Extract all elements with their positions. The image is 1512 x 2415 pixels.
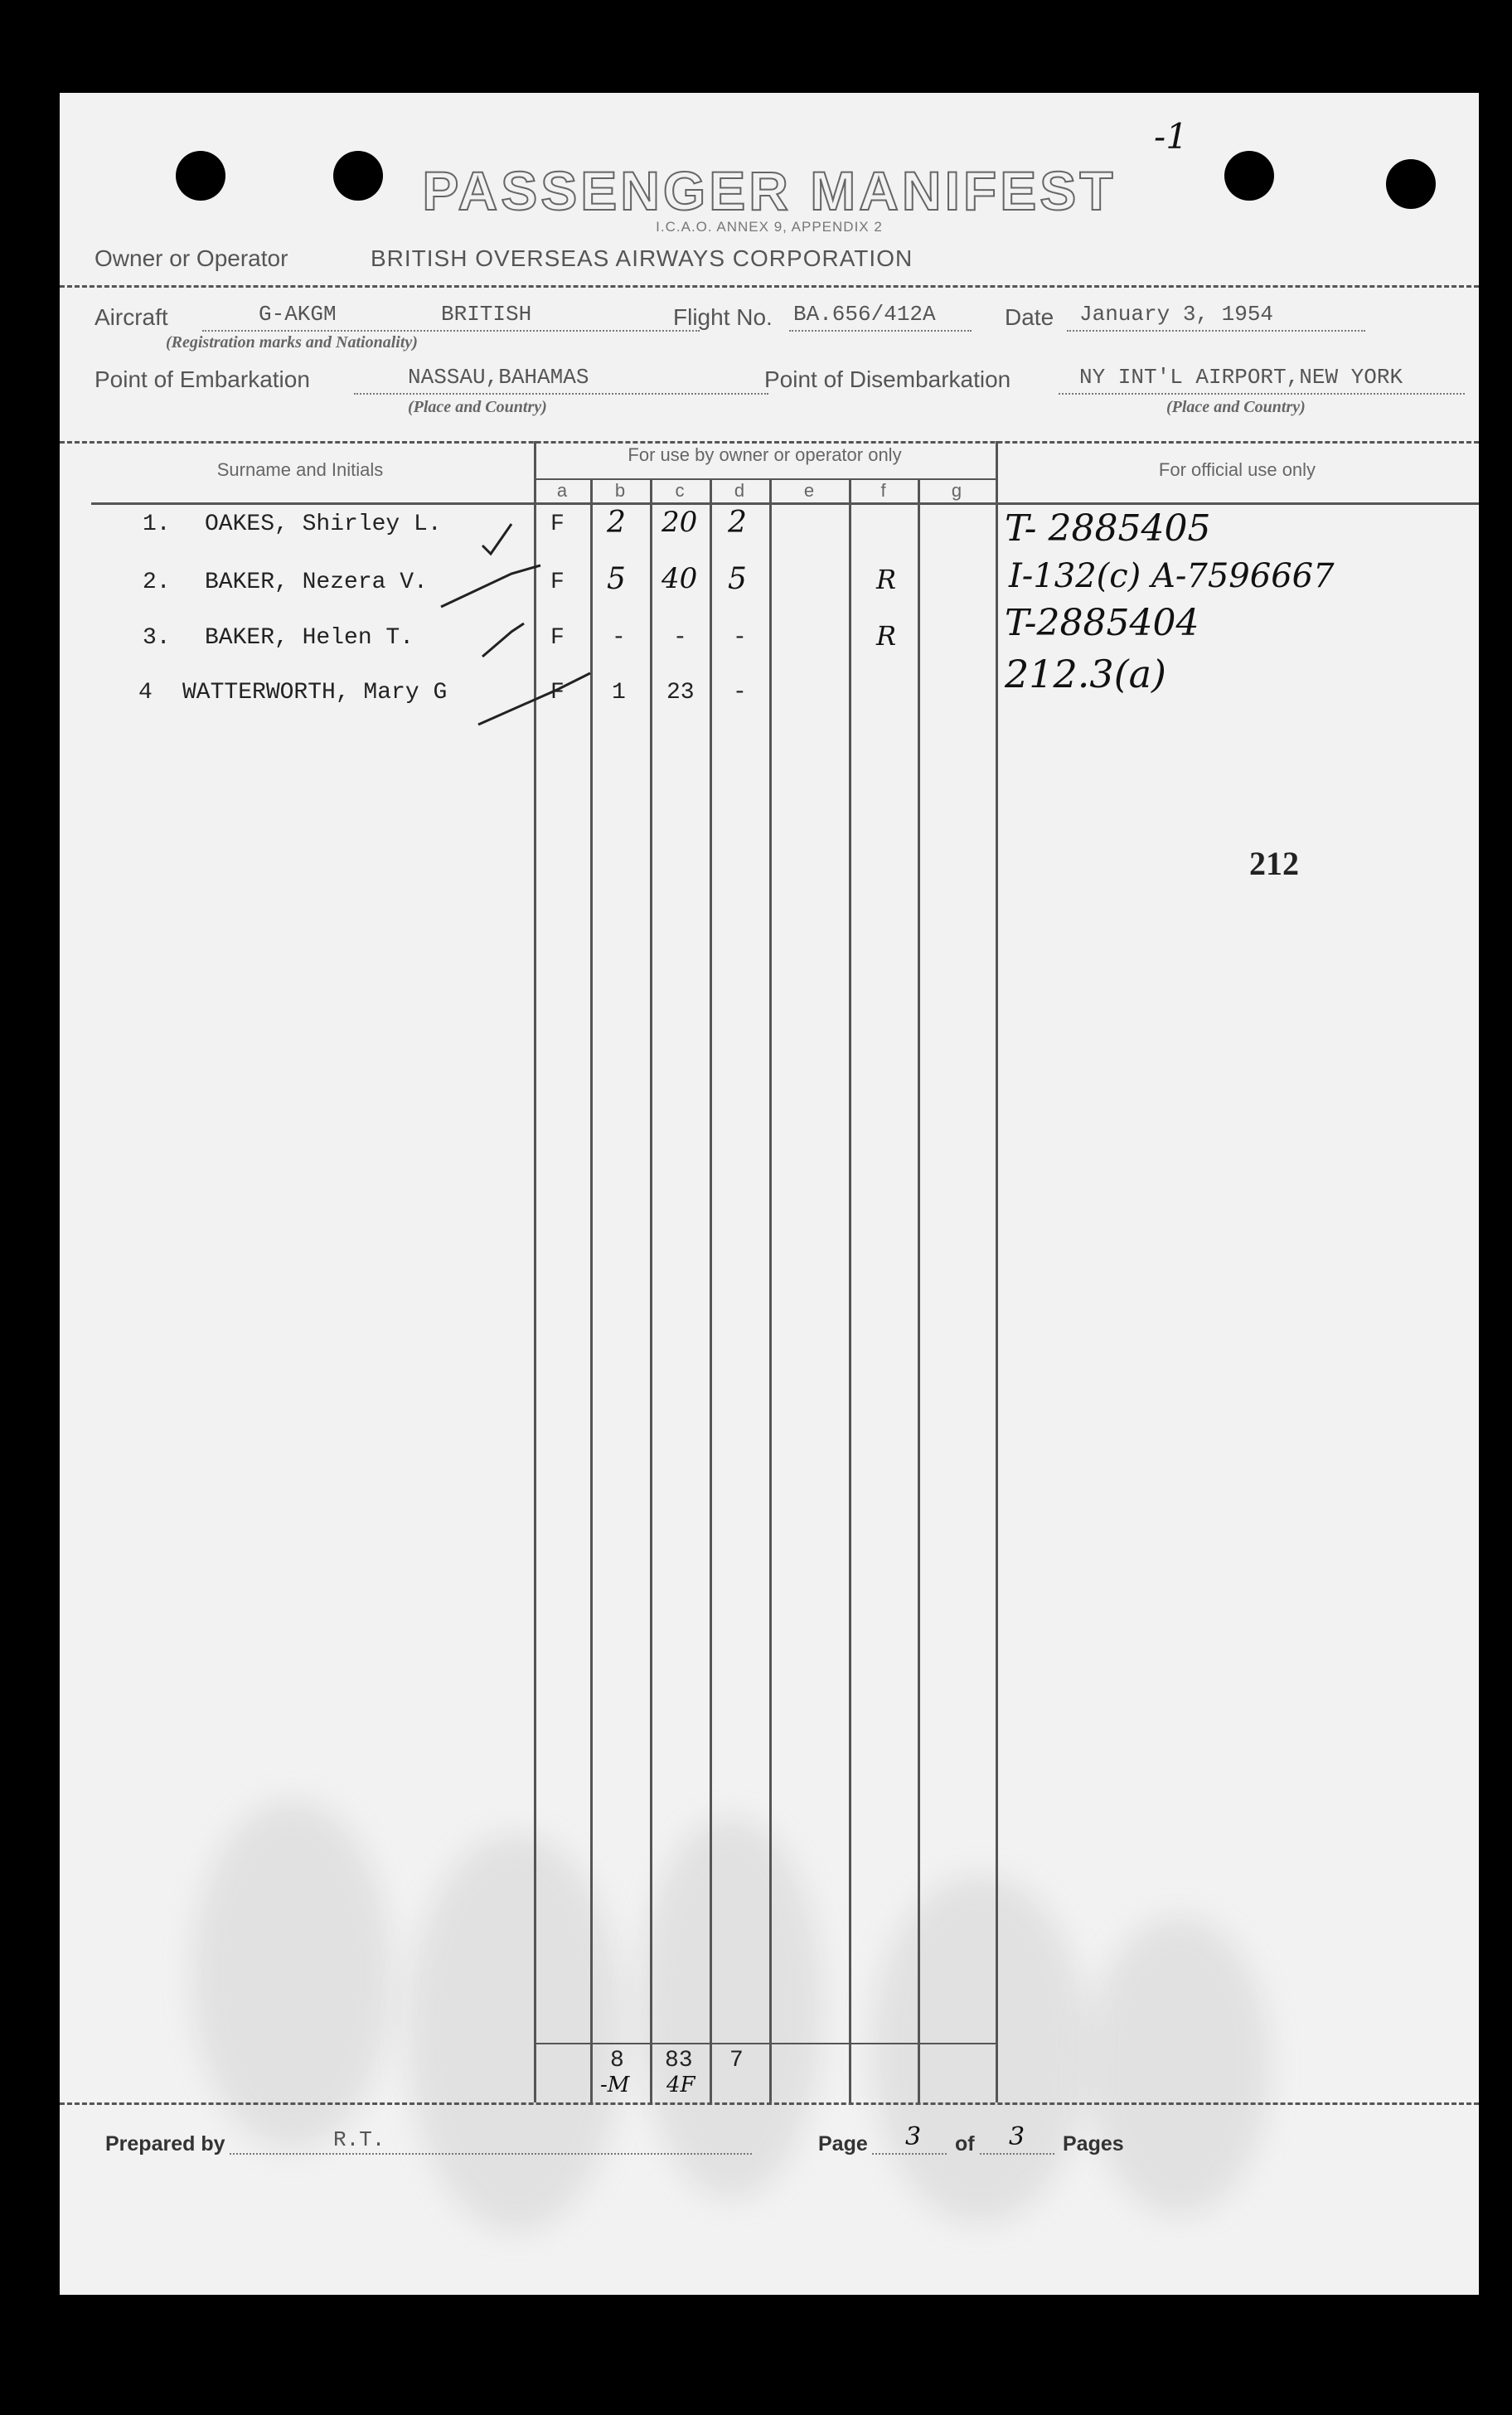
of-value: 3 — [1009, 2122, 1025, 2151]
cell-d: - — [733, 625, 747, 651]
row-number: 2. — [143, 570, 171, 595]
aircraft-nationality: BRITISH — [441, 302, 532, 327]
row-number: 1. — [143, 512, 171, 537]
cell-a: F — [550, 512, 565, 537]
page-label: Page — [818, 2132, 868, 2156]
aircraft-note: (Registration marks and Nationality) — [166, 333, 418, 352]
shadow-blot — [1088, 1917, 1270, 2215]
cell-b: - — [612, 625, 626, 651]
check-icon — [478, 673, 590, 725]
date-value: January 3, 1954 — [1079, 302, 1274, 327]
pages-label: Pages — [1063, 2132, 1124, 2156]
col-b-header: b — [614, 480, 626, 501]
shadow-blot — [872, 1875, 1088, 2223]
side-number: 212 — [1249, 845, 1299, 882]
row-number: 3. — [143, 625, 171, 651]
flight-value: BA.656/412A — [793, 302, 936, 327]
prepared-value: R.T. — [333, 2127, 385, 2152]
cell-d: 5 — [728, 562, 747, 596]
aircraft-label: Aircraft — [94, 304, 168, 330]
page-subtitle: I.C.A.O. ANNEX 9, APPENDIX 2 — [656, 219, 883, 235]
check-icon — [482, 623, 524, 657]
official-note: I-132(c) A-7596667 — [1009, 557, 1335, 595]
total-b-top: 8 — [610, 2048, 624, 2073]
flight-label: Flight No. — [673, 304, 773, 330]
disembark-value: NY INT'L AIRPORT,NEW YORK — [1079, 365, 1403, 390]
cell-b: 5 — [607, 562, 626, 596]
official-note: T- 2885405 — [1005, 507, 1211, 550]
passenger-name: WATTERWORTH, Mary G — [182, 680, 448, 706]
cell-c: 40 — [662, 562, 698, 595]
col-d-header: d — [734, 480, 745, 501]
of-line — [980, 2153, 1054, 2155]
check-marks — [60, 93, 1479, 839]
divider — [60, 2102, 1479, 2105]
totals-rule — [534, 2043, 996, 2044]
col-e-header: e — [803, 480, 815, 501]
col-a-header: a — [556, 480, 568, 501]
row-number: 4 — [138, 680, 153, 706]
col-c-header: c — [675, 480, 685, 501]
cell-a: F — [550, 625, 565, 651]
check-icon — [482, 524, 511, 554]
disembark-label: Point of Disembarkation — [764, 366, 1011, 392]
embark-note: (Place and Country) — [408, 398, 547, 416]
cell-c: 20 — [662, 506, 698, 539]
cell-b: 2 — [607, 506, 626, 540]
prepared-line — [230, 2153, 752, 2155]
cell-f: R — [876, 620, 897, 652]
cell-c: 23 — [666, 680, 695, 706]
col-g-header: g — [951, 480, 962, 501]
passenger-name: BAKER, Helen T. — [205, 625, 414, 651]
check-icon — [441, 565, 540, 607]
cell-d: - — [733, 680, 747, 706]
aircraft-value: G-AKGM — [259, 302, 337, 327]
cell-d: 2 — [728, 506, 747, 540]
total-d-top: 7 — [729, 2048, 744, 2073]
of-label: of — [955, 2132, 975, 2156]
embark-value: NASSAU,BAHAMAS — [408, 365, 589, 390]
official-use-header: For official use only — [1158, 459, 1316, 480]
col-f-header: f — [880, 480, 886, 501]
corner-mark: -1 — [1154, 116, 1188, 157]
passenger-name: BAKER, Nezera V. — [205, 570, 428, 595]
page-line — [872, 2153, 947, 2155]
shadow-blot — [192, 1801, 391, 2149]
total-c-top: 83 — [665, 2048, 693, 2073]
cell-a: F — [550, 570, 565, 595]
owner-label: Owner or Operator — [94, 245, 288, 271]
disembark-note: (Place and Country) — [1166, 398, 1306, 416]
name-header: Surname and Initials — [216, 459, 384, 480]
page-title: PASSENGER MANIFEST — [422, 160, 1117, 221]
cell-c: - — [673, 625, 687, 651]
cell-f: R — [876, 564, 897, 595]
total-b-bottom: -M — [600, 2073, 630, 2097]
embark-label: Point of Embarkation — [94, 366, 310, 392]
official-note: T-2885404 — [1005, 602, 1199, 644]
manifest-sheet — [60, 93, 1479, 2295]
official-note: 212.3(a) — [1005, 652, 1167, 696]
owner-value: BRITISH OVERSEAS AIRWAYS CORPORATION — [371, 245, 914, 271]
date-label: Date — [1005, 304, 1054, 330]
owner-use-header: For use by owner or operator only — [628, 444, 902, 465]
cell-a: F — [550, 680, 565, 706]
shadow-blot — [640, 1817, 822, 2199]
total-c-bottom: 4F — [666, 2073, 695, 2097]
passenger-name: OAKES, Shirley L. — [205, 512, 442, 537]
cell-b: 1 — [612, 680, 626, 706]
prepared-label: Prepared by — [105, 2132, 225, 2156]
page-value: 3 — [905, 2122, 922, 2151]
